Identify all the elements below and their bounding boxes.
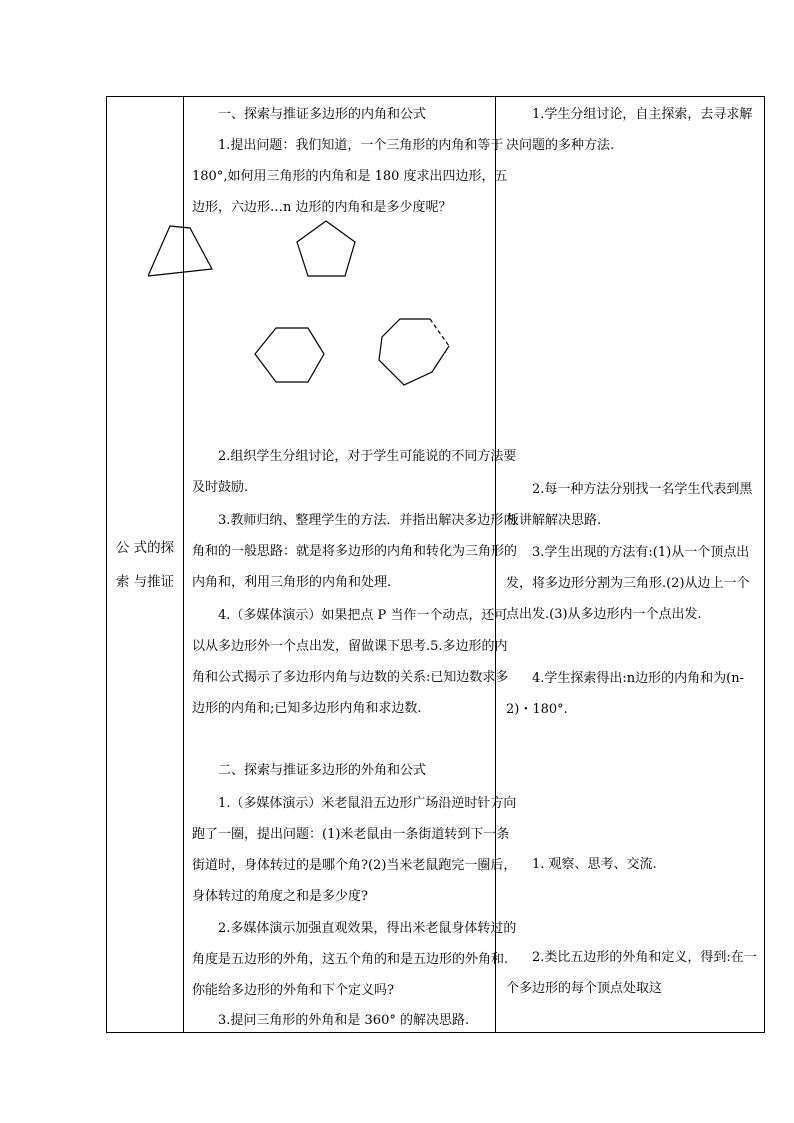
para-triangle-exterior: 3.提问三角形的外角和是 360° 的解决思路. [218,1013,470,1028]
student-activity-2: 2.每一种方法分别找一名学生代表到黑板讲解解决思路. [506,482,753,528]
para-raise-question: 1.提出问题：我们知道，一个三角形的内角和等于 180°,如何用三角形的内角和是 180 度求出四边形，五边形，六边形…n 边形的内角和是多少度呢？ [192,138,508,215]
student-activity-4: 4.学生探索得出:n边形的内角和为(n-2)・180°. [506,671,744,717]
hexagon-shape [256,328,324,383]
polygon-figures [148,212,468,392]
student-activity-5: 1. 观察、思考、交流. [532,857,657,872]
para-multimedia-demo: 4.（多媒体演示）如果把点 P 当作一个动点，还可以从多边形外一个点出发，留做课下思考.5.多边形的内角和公式揭示了多边形内角与边数的关系:已知边数求多边形的内角和;已知多边形内角和求边数. [192,608,509,716]
polygon-diagram [148,212,468,392]
heptagon-shape [379,319,449,385]
student-activity-6: 2.类比五边形的外角和定义，得到:在一个多边形的每个顶点处取这 [506,950,757,996]
heading-interior-angle-sum: 一、探索与推证多边形的内角和公式 [218,107,427,122]
para-group-discussion: 2.组织学生分组讨论，对于学生可能说的不同方法要及时鼓励. [192,449,517,495]
section-label: 公 式的探索 与推证 [115,539,175,590]
student-activity-1: 1.学生分组讨论，自主探索，去寻求解决问题的多种方法. [506,107,753,153]
heptagon-dashed-edge [430,319,449,346]
pentagon-shape [297,221,355,276]
hexagon-outline [255,328,324,382]
para-teacher-summary: 3.教师归纳、整理学生的方法．并指出解决多边形内角和的一般思路：就是将多边形的内角和转化为三角形的内角和，利用三角形的内角和处理. [192,513,518,590]
quadrilateral-shape [148,226,212,276]
student-activity-3: 3.学生出现的方法有:(1)从一个顶点出发，将多边形分割为三角形.(2)从边上一个点出发.(3)从多边形内一个点出发. [506,545,750,622]
para-mickey-question: 1.（多媒体演示）米老鼠沿五边形广场沿逆时针方向跑了一圈，提出问题：(1)米老鼠由一条街道转到下一条街道时，身体转过的是哪个角?(2)当米老鼠跑完一圈后，身体转过的角度之和是多少度? [192,796,517,904]
para-exterior-definition: 2.多媒体演示加强直观效果，得出米老鼠身体转过的角度是五边形的外角，这五个角的和是五边形的外角和.你能给多边形的外角和下个定义吗? [192,921,517,998]
heading-exterior-angle-sum: 二、探索与推证多边形的外角和公式 [218,763,427,778]
